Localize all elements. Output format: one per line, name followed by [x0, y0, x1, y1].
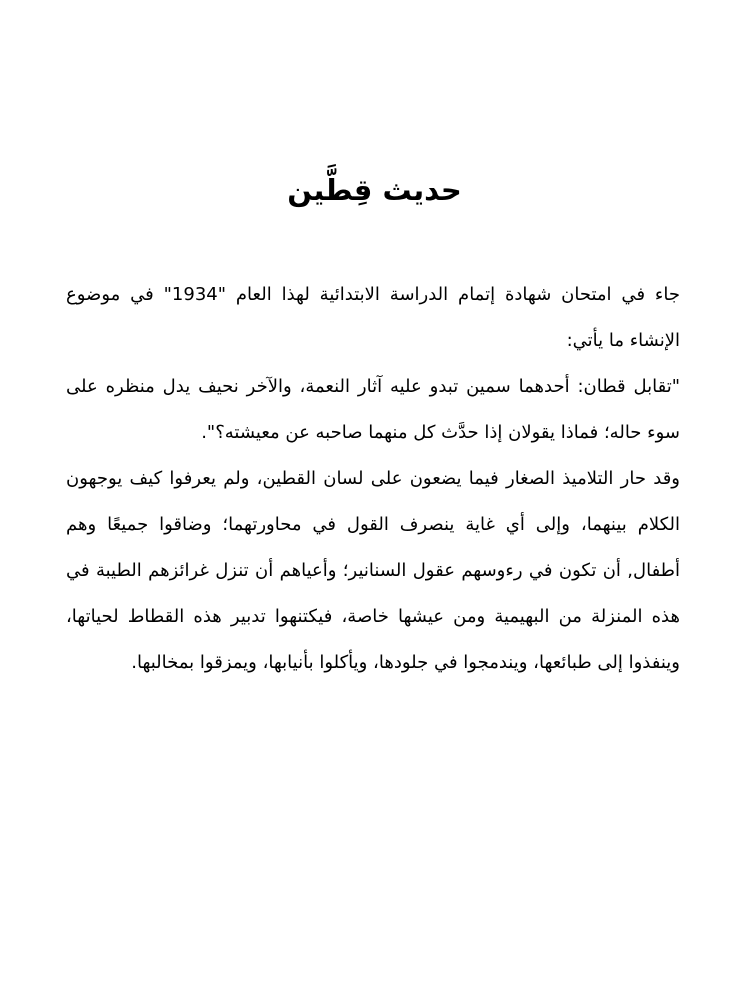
document-body — [66, 272, 680, 686]
paragraph-students-confusion: وقد حار التلاميذ الصغار فيما يضعون على لسان القطين، ولم يعرفوا كيف يوجهون الكلام بينهما، وإلى أي غاية ينصرف القول في محاورتهما؛ وضاقوا جميعًا وهم أطفال, أن تكون في رءوسهم عقول السنانير؛ وأعياهم أن تنزل غرائزهم الطيبة في هذه المنزلة من البهيمية ومن عيشها خاصة، فيكتنهوا تدبير هذه القطاط لحياتها، وينفذوا إلى طبائعها، ويندمجوا في جلودها، ويأكلوا بأنيابها، ويمزقوا بمخالبها. — [66, 468, 680, 673]
paragraph-exam-intro: جاء في امتحان شهادة إتمام الدراسة الابتدائية لهذا العام "1934" في موضوع الإنشاء ما يأتي: — [66, 284, 680, 351]
paragraph-exam-question: "تقابل قطان: أحدهما سمين تبدو عليه آثار النعمة، والآخر نحيف يدل منظره على سوء حاله؛ فماذا يقولان إذا حدَّث كل منهما صاحبه عن معيشته؟". — [66, 376, 680, 443]
page-title: حديث قِطَّين — [287, 173, 462, 207]
